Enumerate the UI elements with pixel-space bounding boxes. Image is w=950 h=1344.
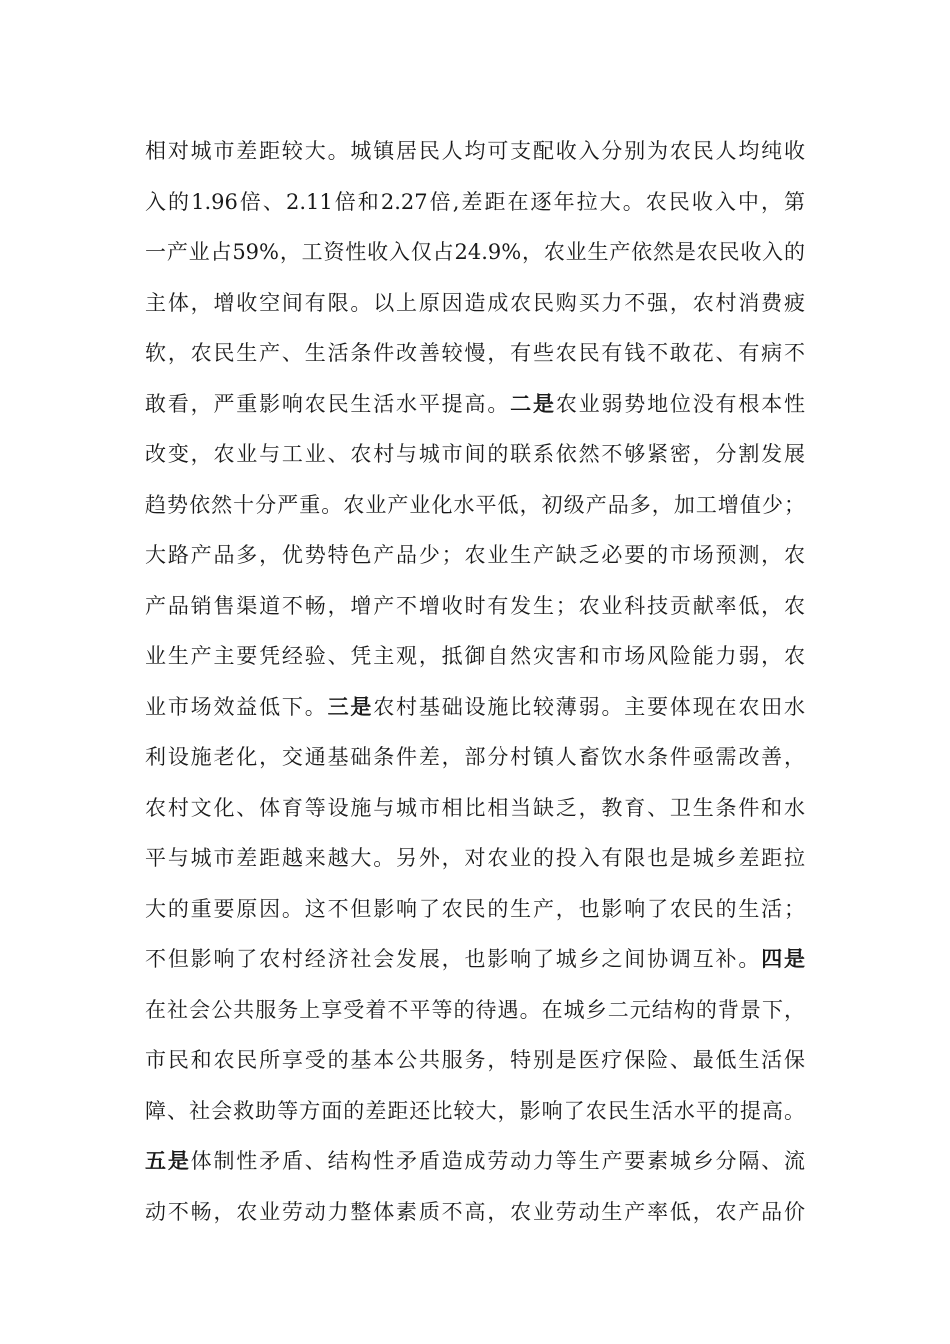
text-run: 动不畅，农业劳动力整体素质不高，农业劳动生产率低，农产品价 [145, 1199, 805, 1224]
text-run: 相对城市差距较大。城镇居民人均可支配收入分别为农民人均纯收 [145, 139, 805, 163]
text-line [145, 841, 805, 892]
text-run: 市民和农民所享受的基本公共服务，特别是医疗保险、最低生活保 [145, 1048, 805, 1072]
text-line [145, 538, 805, 589]
text-line [145, 942, 805, 993]
text-line [145, 235, 805, 286]
emphasis-label: 二是 [510, 390, 556, 416]
text-run: 农村文化、体育等设施与城市相比相当缺乏，教育、卫生条件和水 [145, 795, 805, 820]
text-line [145, 690, 805, 741]
text-line [145, 437, 805, 488]
text-run: 软，农民生产、生活条件改善较慢，有些农民有钱不敢花、有病不 [145, 341, 805, 365]
text-run: 障、社会救助等方面的差距还比较大，影响了农民生活水平的提高。 [145, 1098, 805, 1123]
text-run: 产品销售渠道不畅，增产不增收时有发生；农业科技贡献率低，农 [145, 593, 805, 618]
text-run: 大的重要原因。这不但影响了农民的生产，也影响了农民的生活； [145, 896, 805, 921]
text-run: 不但影响了农村经济社会发展，也影响了城乡之间协调互补。 [145, 947, 762, 971]
text-line [145, 1094, 805, 1145]
text-line [145, 1195, 805, 1246]
body-text [145, 134, 805, 1245]
emphasis-label: 五是 [145, 1148, 191, 1173]
emphasis-label: 三是 [327, 693, 374, 719]
text-run: 业生产主要凭经验、凭主观，抵御自然灾害和市场风险能力弱，农 [145, 644, 805, 668]
text-run: 平与城市差距越来越大。另外，对农业的投入有限也是城乡差距拉 [145, 846, 805, 870]
text-run: 在社会公共服务上享受着不平等的待遇。在城乡二元结构的背景下， [145, 997, 805, 1022]
text-line [145, 286, 805, 337]
emphasis-label: 四是 [761, 946, 806, 971]
text-line [145, 1144, 805, 1195]
text-run: 一产业占59%，工资性收入仅占24.9%，农业生产依然是农民收入的 [145, 240, 805, 264]
text-line [145, 589, 805, 640]
text-line [145, 892, 805, 943]
text-run: 体制性矛盾、结构性矛盾造成劳动力等生产要素城乡分隔、流 [190, 1149, 806, 1173]
text-run: 趋势依然十分严重。农业产业化水平低，初级产品多，加工增值少； [145, 492, 805, 517]
text-line [145, 740, 805, 791]
text-line [145, 1043, 805, 1094]
text-line [145, 387, 805, 438]
text-run: 农业弱势地位没有根本性 [555, 391, 806, 416]
text-run: 业市场效益低下。 [145, 694, 328, 719]
text-run: 大路产品多，优势特色产品少；农业生产缺乏必要的市场预测，农 [145, 543, 805, 567]
text-line [145, 639, 805, 690]
text-run: 敢看，严重影响农民生活水平提高。 [145, 391, 511, 416]
text-run: 利设施老化，交通基础条件差，部分村镇人畜饮水条件亟需改善， [145, 745, 805, 769]
text-line [145, 488, 805, 539]
text-line [145, 134, 805, 185]
text-line [145, 993, 805, 1044]
text-run: 农村基础设施比较薄弱。主要体现在农田水 [373, 694, 806, 719]
text-line [145, 791, 805, 842]
text-run: 入的1.96倍、2.11倍和2.27倍,差距在逐年拉大。农民收入中，第 [145, 189, 805, 214]
text-run: 改变，农业与工业、农村与城市间的联系依然不够紧密，分割发展 [145, 442, 805, 466]
text-line [145, 185, 805, 236]
text-line [145, 336, 805, 387]
text-run: 主体，增收空间有限。以上原因造成农民购买力不强，农村消费疲 [145, 290, 805, 315]
